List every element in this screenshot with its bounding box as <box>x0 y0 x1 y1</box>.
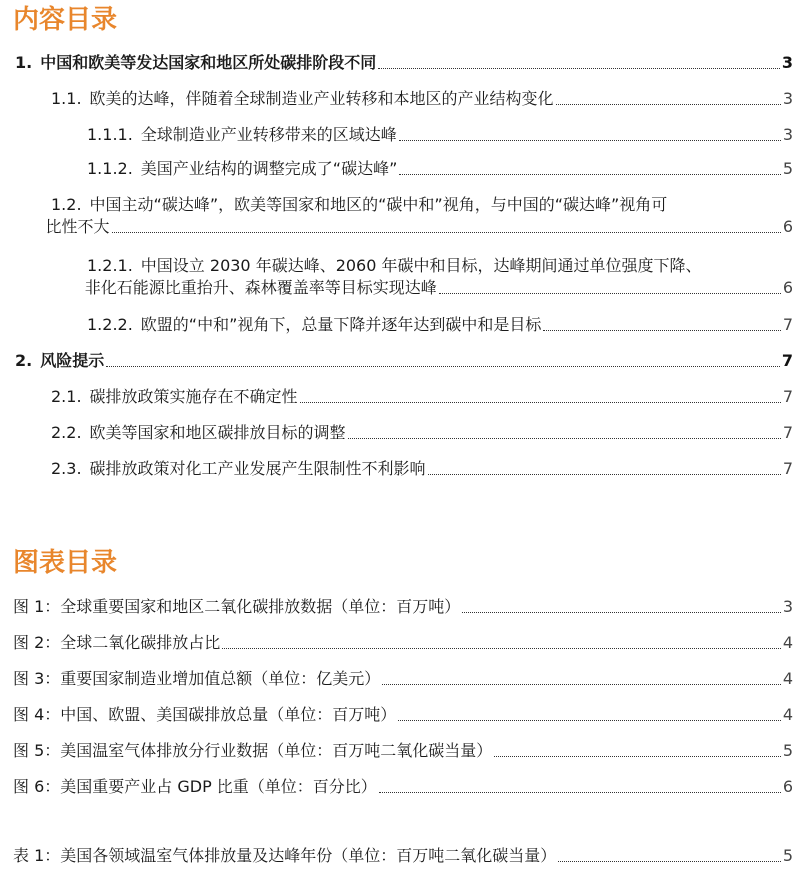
toc-entry-page: 3 <box>782 89 793 108</box>
figure-entry-title: 图 4：中国、欧盟、美国碳排放总量（单位：百万吨） <box>13 705 397 724</box>
dot-leader <box>428 474 781 475</box>
toc-entry-page: 7 <box>782 423 793 442</box>
figures-heading: 图表目录 <box>13 548 118 578</box>
dot-leader <box>348 438 781 439</box>
toc-entry-title-line2: 比性不大 <box>45 217 110 236</box>
figure-entry-4[interactable] <box>13 704 793 726</box>
toc-entry-2-3[interactable] <box>51 458 793 480</box>
toc-entry-title: 美国产业结构的调整完成了“碳达峰” <box>140 159 398 178</box>
toc-entry-title-line1: 中国主动“碳达峰”，欧美等国家和地区的“碳中和”视角，与中国的“碳达峰”视角可 <box>89 195 668 214</box>
figure-entry-6[interactable] <box>13 776 793 798</box>
toc-entry-1-1-2[interactable] <box>87 158 793 180</box>
toc-entry-title-line1: 中国设立 2030 年碳达峰、2060 年碳中和目标，达峰期间通过单位强度下降、 <box>140 256 702 275</box>
figure-entry-5[interactable] <box>13 740 793 762</box>
toc-entry-1-1-1[interactable] <box>87 124 793 146</box>
toc-entry-1-1[interactable] <box>51 88 793 110</box>
toc-entry-number: 1.2.1. <box>87 256 133 275</box>
toc-entry-title: 欧美的达峰，伴随着全球制造业产业转移和本地区的产业结构变化 <box>89 89 554 108</box>
dot-leader <box>300 402 781 403</box>
figure-entry-title: 图 6：美国重要产业占 GDP 比重（单位：百分比） <box>13 777 377 796</box>
toc-entry-1[interactable] <box>15 52 793 74</box>
toc-entry-page: 3 <box>781 53 793 72</box>
toc-entry-1-2-2[interactable] <box>87 314 793 336</box>
toc-entry-page: 6 <box>782 278 793 297</box>
figure-entry-page: 4 <box>782 705 793 724</box>
dot-leader <box>379 792 781 793</box>
figure-entry-title: 图 1：全球重要国家和地区二氧化碳排放数据（单位：百万吨） <box>13 597 461 616</box>
figure-entry-page: 5 <box>782 741 793 760</box>
toc-entry-number: 1. <box>15 53 33 72</box>
figure-entry-page: 3 <box>782 597 793 616</box>
figure-entry-title: 图 3：重要国家制造业增加值总额（单位：亿美元） <box>13 669 381 688</box>
dot-leader <box>556 104 781 105</box>
dot-leader <box>439 293 781 294</box>
toc-entry-number: 2.2. <box>51 423 82 442</box>
toc-entry-title: 欧美等国家和地区碳排放目标的调整 <box>89 423 346 442</box>
dot-leader <box>112 232 781 233</box>
toc-entry-number: 1.1. <box>51 89 82 108</box>
toc-entry-page: 6 <box>782 217 793 236</box>
toc-entry-page: 5 <box>782 159 793 178</box>
toc-entry-1-2[interactable] <box>45 194 793 238</box>
figure-entry-title: 图 5：美国温室气体排放分行业数据（单位：百万吨二氧化碳当量） <box>13 741 493 760</box>
toc-heading: 内容目录 <box>13 5 118 35</box>
toc-entry-title: 中国和欧美等发达国家和地区所处碳排阶段不同 <box>40 53 377 72</box>
toc-entry-1-2-1[interactable] <box>84 255 793 299</box>
table-entry-1[interactable] <box>13 845 793 867</box>
toc-entry-page: 3 <box>782 125 793 144</box>
dot-leader <box>222 648 781 649</box>
table-entry-title: 表 1：美国各领域温室气体排放量及达峰年份（单位：百万吨二氧化碳当量） <box>13 846 557 865</box>
dot-leader <box>494 756 781 757</box>
figure-entry-page: 4 <box>782 633 793 652</box>
toc-entry-2-2[interactable] <box>51 422 793 444</box>
toc-entry-title-line2: 非化石能源比重抬升、森林覆盖率等目标实现达峰 <box>84 278 437 297</box>
dot-leader <box>398 720 781 721</box>
toc-entry-title: 风险提示 <box>40 351 105 370</box>
dot-leader <box>106 366 780 367</box>
table-entry-page: 5 <box>782 846 793 865</box>
dot-leader <box>399 140 781 141</box>
dot-leader <box>399 174 780 175</box>
toc-entry-2-1[interactable] <box>51 386 793 408</box>
dot-leader <box>558 861 781 862</box>
figure-entry-page: 4 <box>782 669 793 688</box>
dot-leader <box>382 684 781 685</box>
toc-entry-title: 全球制造业产业转移带来的区域达峰 <box>140 125 397 144</box>
figure-entry-title: 图 2：全球二氧化碳排放占比 <box>13 633 221 652</box>
toc-entry-number: 1.1.2. <box>87 159 133 178</box>
toc-entry-number: 2.1. <box>51 387 82 406</box>
figure-entry-3[interactable] <box>13 668 793 690</box>
toc-entry-number: 1.1.1. <box>87 125 133 144</box>
figure-entry-2[interactable] <box>13 632 793 654</box>
toc-entry-2[interactable] <box>15 350 793 372</box>
toc-entry-page: 7 <box>781 351 793 370</box>
toc-entry-title: 碳排放政策实施存在不确定性 <box>89 387 298 406</box>
toc-entry-page: 7 <box>782 315 793 334</box>
toc-entry-number: 1.2.2. <box>87 315 133 334</box>
dot-leader <box>543 330 780 331</box>
toc-entry-title: 欧盟的“中和”视角下，总量下降并逐年达到碳中和是目标 <box>140 315 542 334</box>
figure-entry-1[interactable] <box>13 596 793 618</box>
toc-entry-page: 7 <box>782 387 793 406</box>
toc-entry-number: 2. <box>15 351 33 370</box>
toc-entry-page: 7 <box>782 459 793 478</box>
toc-entry-number: 2.3. <box>51 459 82 478</box>
figure-entry-page: 6 <box>782 777 793 796</box>
toc-entry-number: 1.2. <box>51 195 82 214</box>
dot-leader <box>462 612 781 613</box>
dot-leader <box>378 68 780 69</box>
toc-entry-title: 碳排放政策对化工产业发展产生限制性不利影响 <box>89 459 426 478</box>
